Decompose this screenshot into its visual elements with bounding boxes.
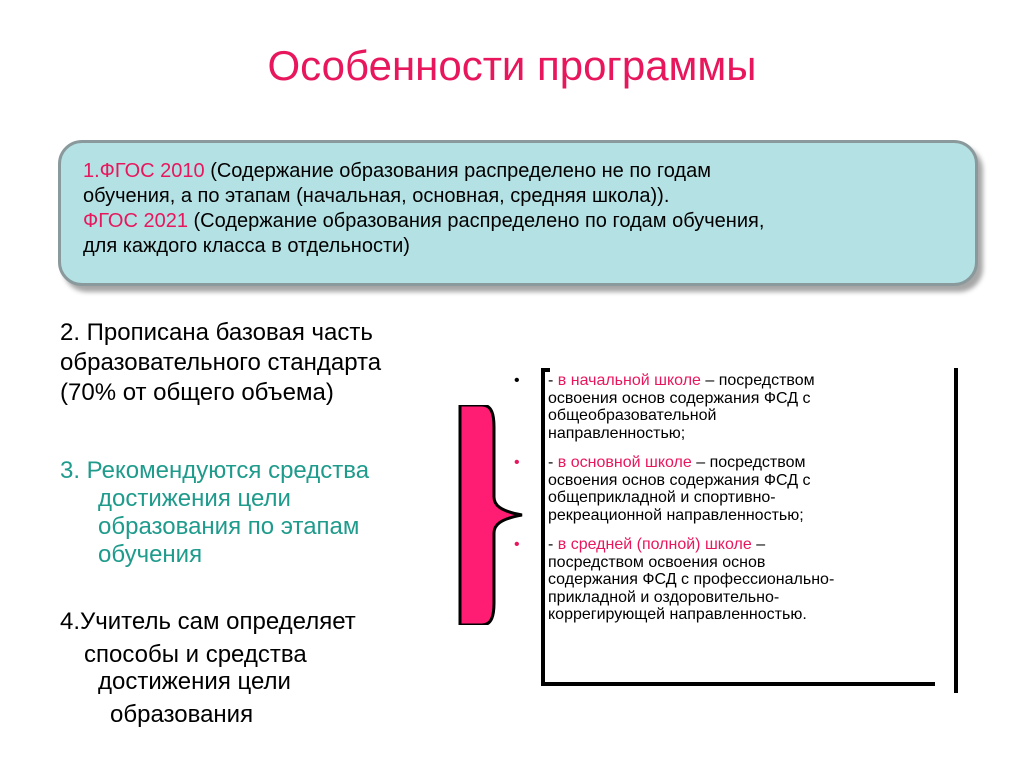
list-item-line: коррегирующей направленностью.: [548, 606, 807, 623]
point-4: [60, 605, 356, 731]
fgos-info-box: [58, 140, 978, 286]
bullet-icon: •: [514, 536, 520, 553]
list-item-line: посредством освоения основ: [548, 553, 766, 571]
list-item-line: общеприкладной и спортивно-: [548, 489, 776, 506]
slide-title: Особенности программы: [267, 42, 757, 89]
list-item-rest: –: [751, 536, 766, 553]
fgos-2021-text: (Содержание образования распределено по годам обучения,: [187, 210, 765, 232]
list-item-prefix: -: [548, 536, 558, 553]
fgos-2010-text: (Содержание образования распределено не по годам: [204, 160, 711, 182]
point-2-line-1: 2. Прописана базовая часть: [60, 319, 373, 346]
box-line-4: для каждого класса в отдельности): [83, 235, 410, 257]
point-3-line-3: образования по этапам: [98, 513, 360, 540]
box-line-2: обучения, а по этапам (начальная, основная, средняя школа)).: [83, 185, 670, 207]
list-item-level: в основной школе: [557, 454, 692, 471]
list-item-line: прикладной и оздоровительно-: [548, 588, 780, 606]
list-item-line: освоения основ содержания ФСД с: [548, 389, 811, 407]
point-3-line-1: 3. Рекомендуются средства: [60, 457, 370, 484]
list-item-line: рекреационной направленностью;: [548, 506, 804, 524]
frame-bottom-line: [541, 682, 935, 686]
list-item-line: содержания ФСД с профессионально-: [548, 571, 835, 588]
fgos-2021-label: ФГОС 2021: [83, 210, 188, 232]
fgos-2010-label: 1.ФГОС 2010: [83, 160, 205, 182]
list-item-rest: – посредством: [691, 454, 806, 471]
list-item-prefix: -: [548, 454, 558, 471]
point-3-line-2: достижения цели: [98, 485, 291, 512]
point-4-line-2: способы и средства: [84, 641, 307, 668]
point-3: [60, 457, 369, 569]
point-4-line-1: 4.Учитель сам определяет: [60, 608, 356, 635]
list-item-line: освоения основ содержания ФСД с: [548, 471, 811, 489]
list-item-prefix: -: [548, 372, 558, 389]
list-item-line: общеобразовательной: [548, 407, 717, 424]
list-item-line: направленностью;: [548, 424, 686, 442]
list-item-basic: [506, 454, 966, 524]
list-item-level: в начальной школе: [557, 372, 701, 389]
bullet-icon: •: [514, 372, 520, 389]
list-item-level: в средней (полной) школе: [557, 536, 752, 553]
school-levels-list: [506, 372, 966, 636]
point-4-line-4: образования: [110, 701, 254, 728]
point-2: [60, 318, 381, 408]
point-2-line-3: (70% от общего объема): [60, 379, 334, 406]
bullet-icon: •: [514, 454, 520, 471]
list-item-secondary: [506, 536, 966, 624]
box-line-3: [83, 209, 955, 234]
point-2-line-2: образовательного стандарта: [60, 349, 382, 376]
list-item-primary: [506, 372, 966, 442]
point-4-line-3: достижения цели: [98, 668, 291, 695]
list-item-rest: – посредством: [700, 372, 815, 389]
point-3-line-4: обучения: [98, 541, 203, 568]
box-line-1: [83, 159, 955, 184]
